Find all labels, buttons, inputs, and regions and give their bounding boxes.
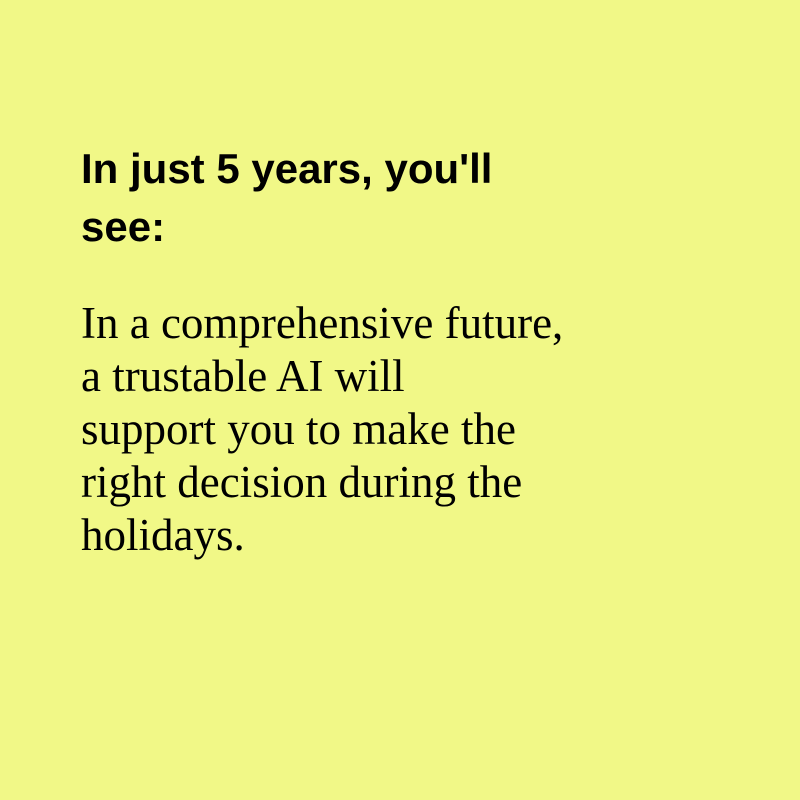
headline — [81, 140, 701, 256]
body-line-5: holidays. — [81, 510, 245, 560]
headline-line-1: In just 5 years, you'll — [81, 145, 493, 192]
headline-line-2: see: — [81, 203, 166, 250]
body-line-3: support you to make the — [81, 404, 516, 454]
body-line-1: In a comprehensive future, — [81, 298, 564, 348]
body-line-4: right decision during the — [81, 457, 523, 507]
body-line-2: a trustable AI will — [81, 351, 405, 401]
body-paragraph — [81, 297, 721, 562]
